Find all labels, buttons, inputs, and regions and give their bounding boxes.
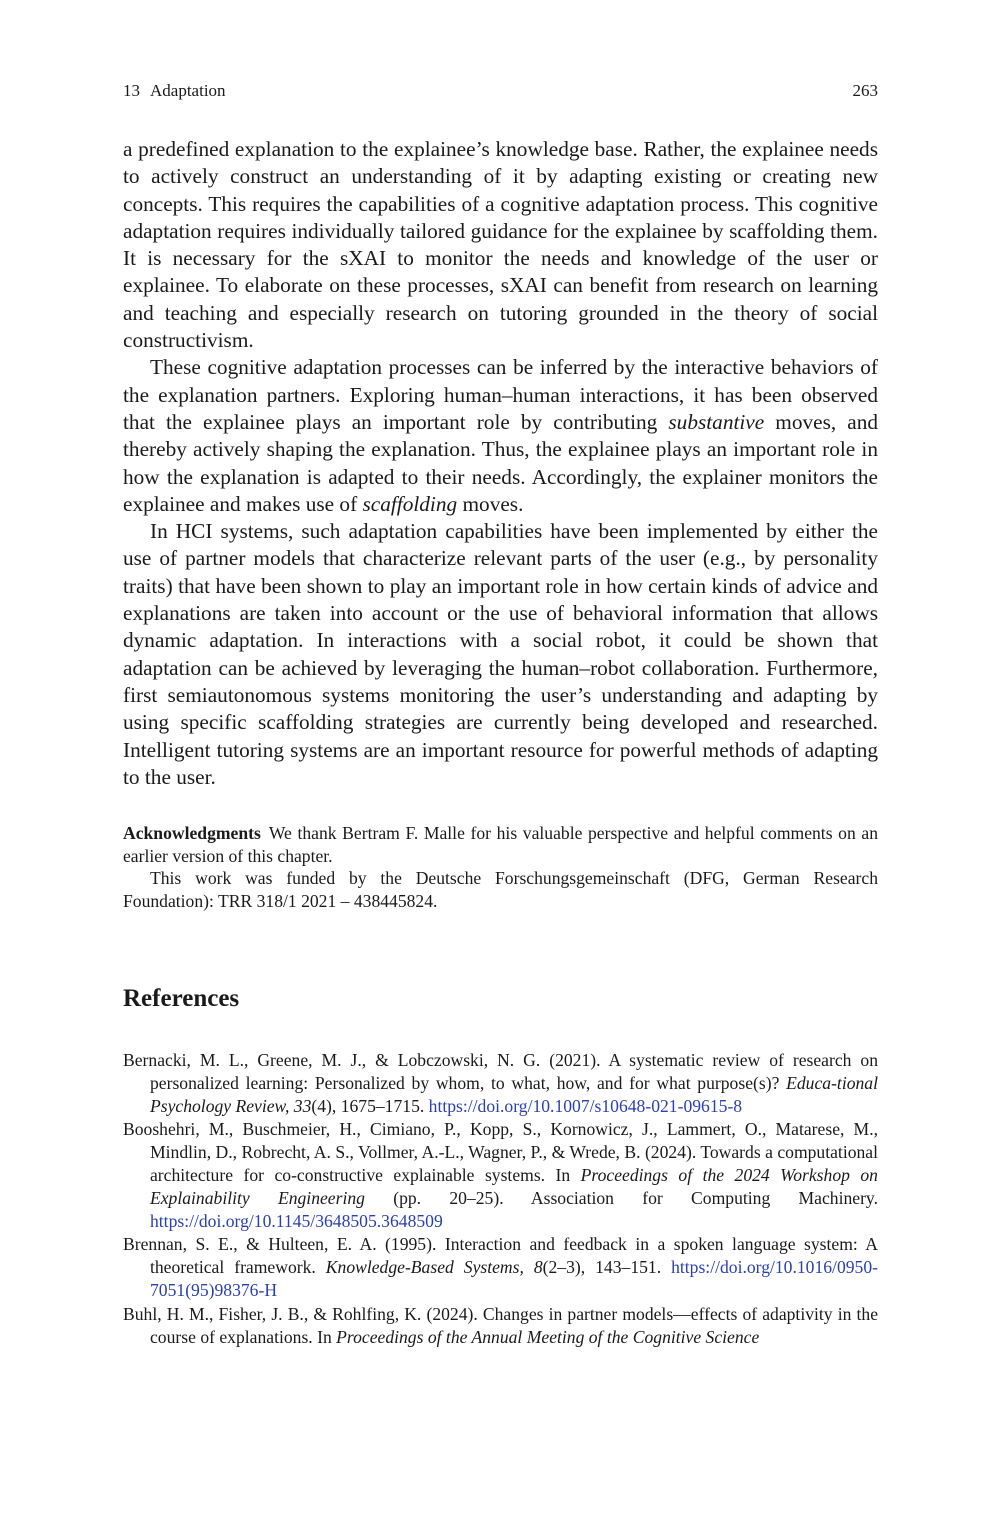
paragraph-2-text-e: moves. — [457, 491, 524, 516]
reference-journal: Proceedings of the Annual Meeting of the Cognitive Science — [336, 1326, 760, 1347]
reference-doi-link[interactable]: https://doi.org/10.1007/s10648-021-09615-8 — [428, 1095, 743, 1116]
reference-text: Buhl, H. M., Fisher, J. B., & Rohlfing, K. (2024). Changes in partner models—effects of adaptivity in the course of explanations. In — [123, 1303, 878, 1347]
reference-journal: Proceedings of the 2024 Workshop on Explainability Engineering — [150, 1164, 878, 1208]
reference-details: (pp. 20–25). Association for Computing Machinery. — [364, 1187, 878, 1208]
acknowledgments-text-1: We thank Bertram F. Malle for his valuable perspective and helpful comments on an earlier version of this chapter. — [123, 823, 878, 866]
references-title: References — [123, 985, 240, 1012]
reference-text: Brennan, S. E., & Hulteen, E. A. (1995). Interaction and feedback in a spoken language system: A theoretical framework. — [123, 1234, 878, 1278]
reference-item — [123, 1118, 878, 1232]
paragraph-1: a predefined explanation to the explainee’s knowledge base. Rather, the explainee needs to actively construct an understanding of it by adapting existing or creating new concepts. This requires the capabilities of a cognitive adaptation process. This cognitive adaptation requires individually tailored guidance for the explainee by scaffolding them. It is necessary for the sXAI to monitor the needs and knowledge of the user or explainee. To elaborate on these processes, sXAI can benefit from research on learning and teaching and especially research on tutoring grounded in the theory of social constructivism. — [123, 137, 878, 353]
reference-item — [123, 1303, 878, 1349]
chapter-header — [123, 80, 226, 102]
reference-item — [123, 1233, 878, 1301]
reference-text: Booshehri, M., Buschmeier, H., Cimiano, P., Kopp, S., Kornowicz, J., Lammert, O., Matarese, M., Mindlin, D., Robrecht, A. S., Vollmer, A.-L., Wagner, P., & Wrede, B. (2024). Towards a computational architecture for co-constructive explainable systems. In — [123, 1119, 878, 1185]
reference-item — [123, 1049, 878, 1117]
acknowledgments-heading: Acknowledgments — [123, 823, 261, 843]
reference-journal: Knowledge-Based Systems, 8 — [325, 1257, 543, 1278]
acknowledgments-paragraph-1 — [123, 822, 878, 867]
references-list — [123, 1049, 878, 1349]
reference-doi-link[interactable]: https://doi.org/10.1145/3648505.3648509 — [150, 1210, 443, 1231]
acknowledgments-text-2: This work was funded by the Deutsche Forschungsgemeinschaft (DFG, German Research Foundation): TRR 318/1 2021 – 438445824. — [123, 868, 878, 911]
acknowledgments — [123, 822, 878, 912]
page-number: 263 — [852, 81, 878, 100]
chapter-number: 13 — [123, 81, 140, 100]
paragraph-3: In HCI systems, such adaptation capabilities have been implemented by either the use of partner models that characterize relevant parts of the user (e.g., by personality traits) that have been shown to play an important role in how certain kinds of advice and explanations are taken into account or the use of behavioral information that allows dynamic adaptation. In interactions with a social robot, it could be shown that adaptation can be achieved by leveraging the human–robot collaboration. Furthermore, first semiautonomous systems monitoring the user’s understanding and adapting by using specific scaffolding strategies are currently being developed and researched. Intelligent tutoring systems are an important resource for powerful methods of adapting to the user. — [123, 519, 878, 789]
reference-doi-link[interactable]: https://doi.org/10.1016/0950-7051(95)98376-H — [150, 1257, 878, 1300]
reference-details: (2–3), 143–151. — [542, 1257, 672, 1278]
reference-journal: Educa-tional Psychology Review, 33 — [150, 1072, 878, 1116]
paragraph-2-text-c: moves, and thereby actively shaping the explanation. Thus, the explainee plays an important role in how the explanation is adapted to their needs. Accordingly, the explainer monitors the explainee and makes use of — [123, 409, 878, 516]
paragraph-2 — [123, 354, 878, 518]
paragraph-2-text-a: These cognitive adaptation processes can be inferred by the interactive behaviors of the explanation partners. Exploring human–human interactions, it has been observed that the explainee plays an important role by contributing — [123, 355, 878, 434]
body-text — [123, 136, 878, 791]
reference-details: (4), 1675–1715. — [311, 1095, 429, 1116]
paragraph-2-emphasis-scaffolding: scaffolding — [362, 491, 458, 516]
chapter-title: Adaptation — [150, 81, 226, 100]
paragraph-2-emphasis-substantive: substantive — [668, 409, 765, 434]
reference-text: Bernacki, M. L., Greene, M. J., & Lobczowski, N. G. (2021). A systematic review of research on personalized learning: Personalized by whom, to what, how, and for what purpose(s)? — [123, 1050, 878, 1093]
